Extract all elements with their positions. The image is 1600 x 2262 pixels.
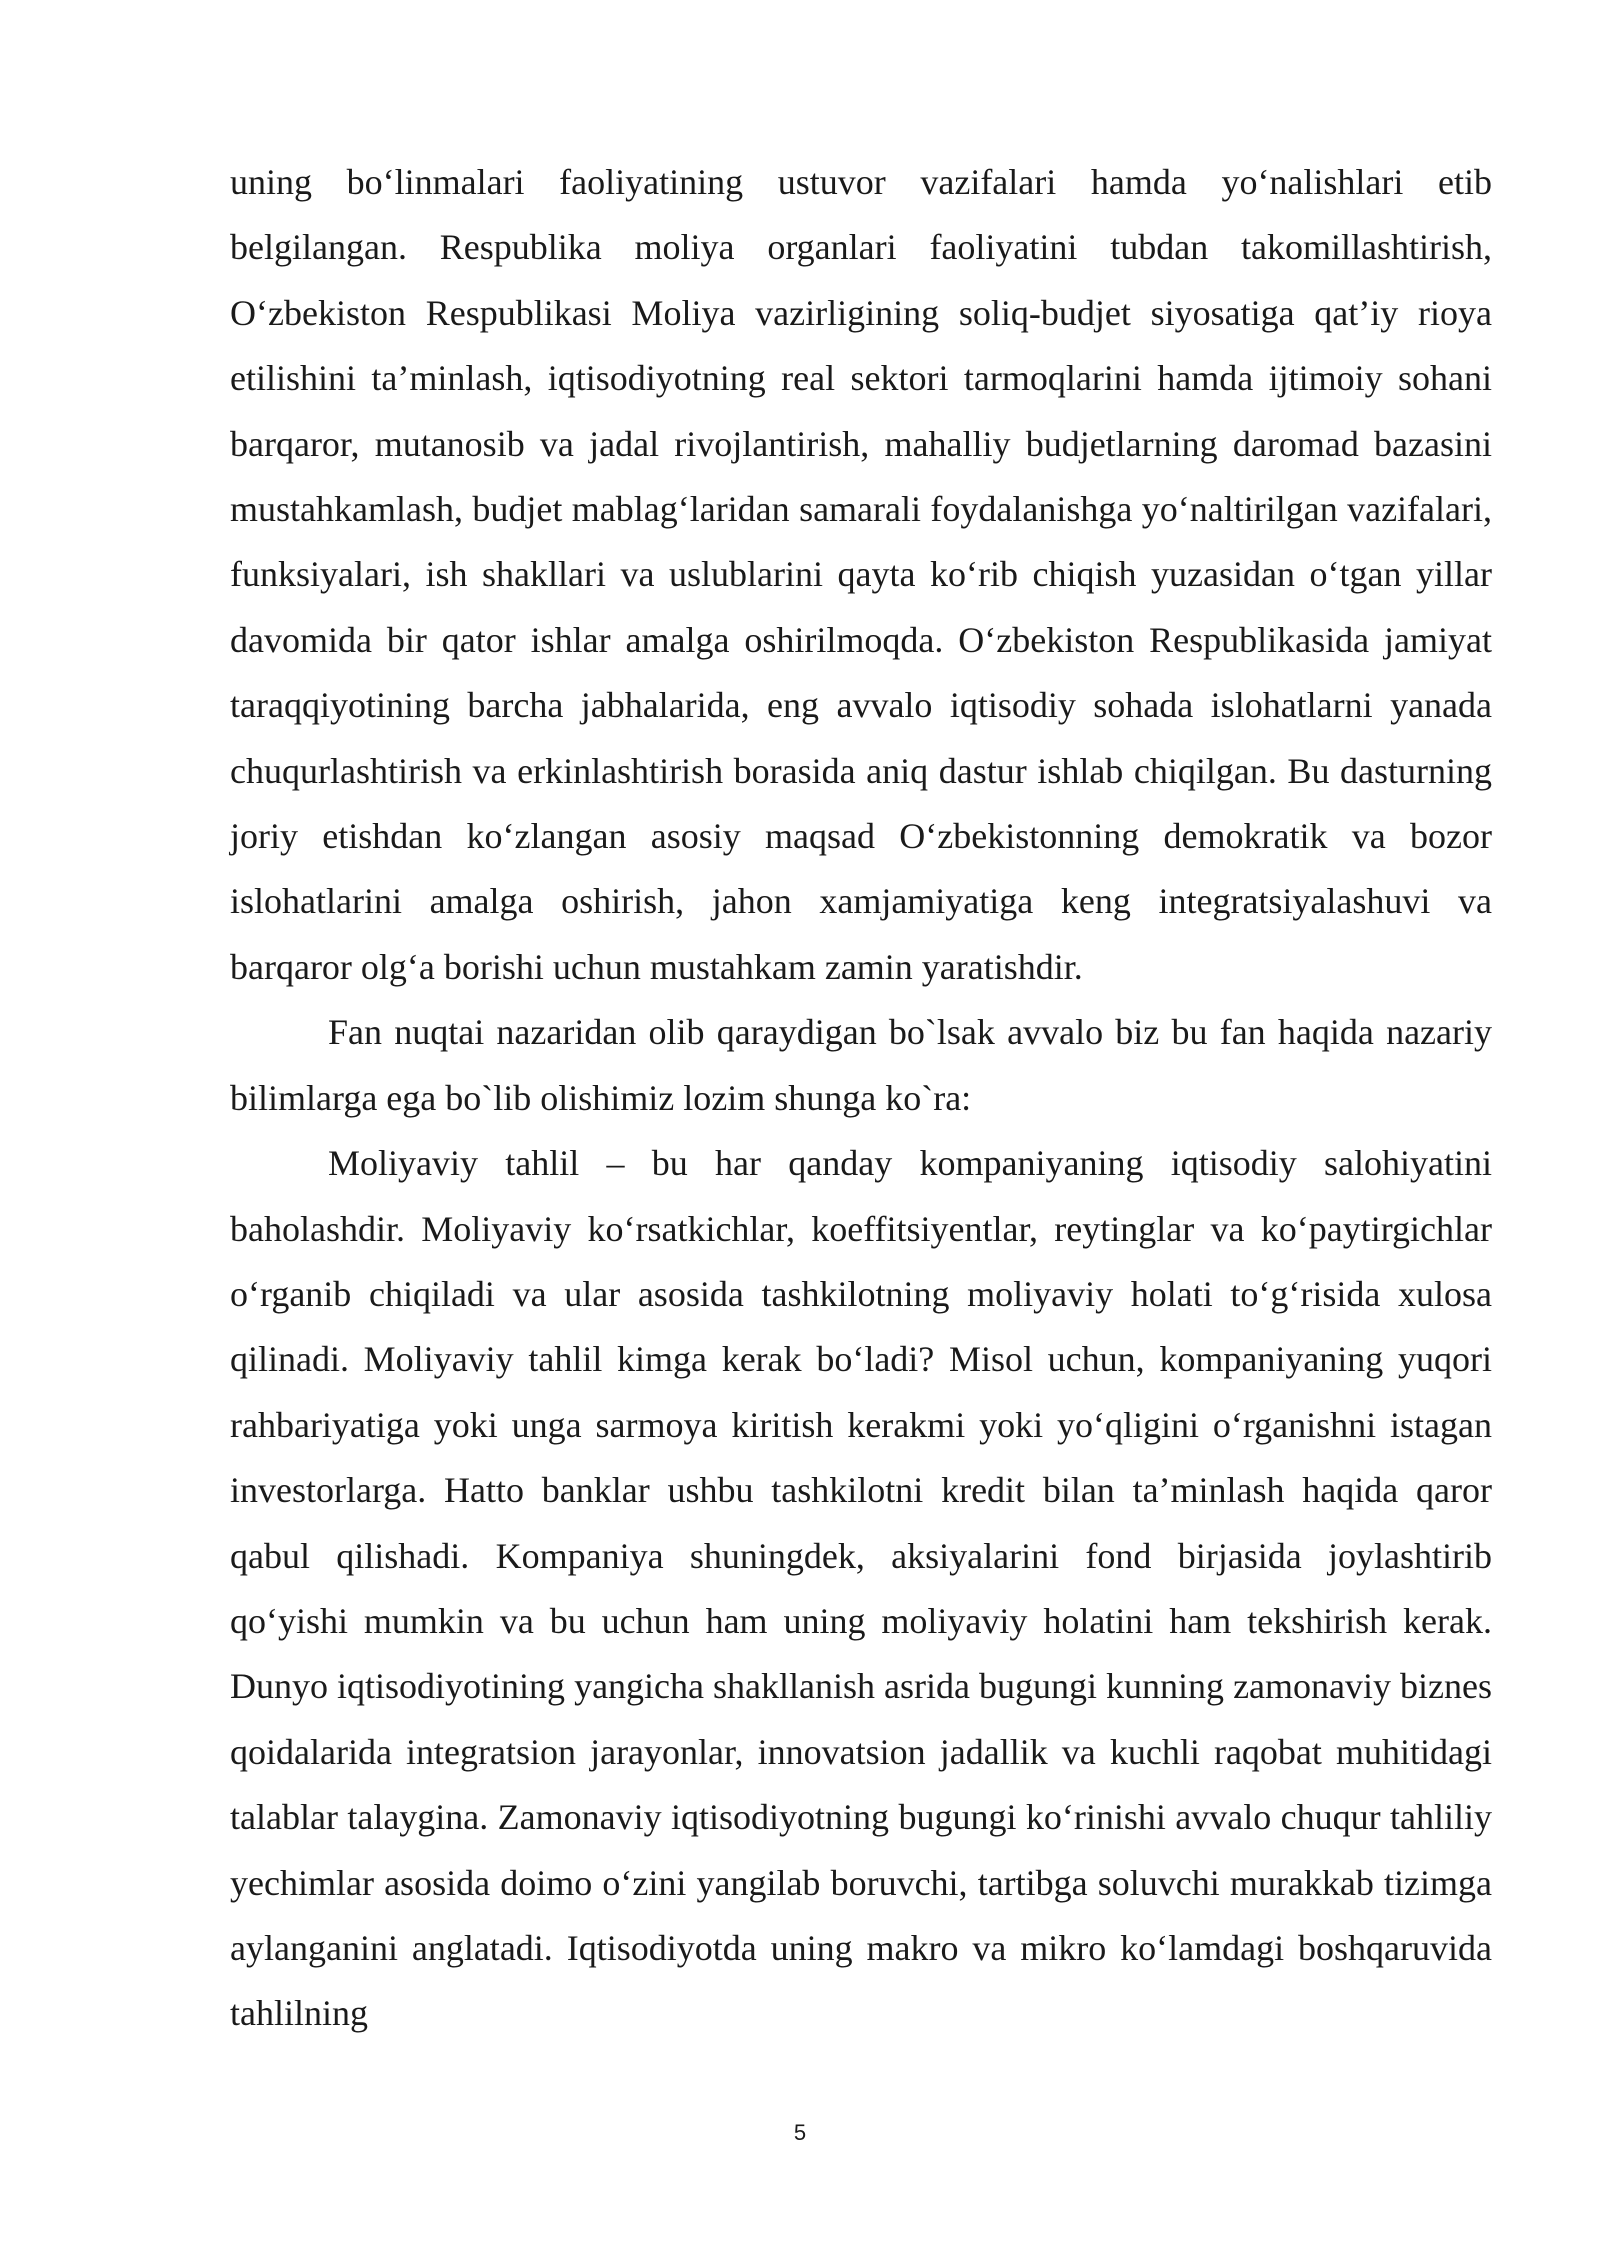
paragraph-3: Moliyaviy tahlil – bu har qanday kompaniyaning iqtisodiy salohiyatini baholashdir. Moliyaviy ko‘rsatkichlar, koeffitsiyentlar, reytinglar va ko‘paytirgichlar o‘rganib chiqiladi va ular asosida tashkilotning moliyaviy holati to‘g‘risida xulosa qilinadi. Moliyaviy tahlil kimga kerak bo‘ladi? Misol uchun, kompaniyaning yuqori rahbariyatiga yoki unga sarmoya kiritish kerakmi yoki yo‘qligini o‘rganishni istagan investorlarga. Hatto banklar ushbu tashkilotni kredit bilan ta’minlash haqida qaror qabul qilishadi. Kompaniya shuningdek, aksiyalarini fond birjasida joylashtirib qo‘yishi mumkin va bu uchun ham uning moliyaviy holatini ham tekshirish kerak. Dunyo iqtisodiyotining yangicha shakllanish asrida bugungi kunning zamonaviy biznes qoidalarida integratsion jarayonlar, innovatsion jadallik va kuchli raqobat muhitidagi talablar talaygina. Zamonaviy iqtisodiyotning bugungi ko‘rinishi avvalo chuqur tahliliy yechimlar asosida doimo o‘zini yangilab boruvchi, tartibga soluvchi murakkab tizimga aylanganini anglatadi. Iqtisodiyotda uning makro va mikro ko‘lamdagi boshqaruvida tahlilning <box>230 1143 1492 2034</box>
paragraph-2: Fan nuqtai nazaridan olib qaraydigan bo`lsak avvalo biz bu fan haqida nazariy bilimlarga ega bo`lib olishimiz lozim shunga ko`ra: <box>230 1012 1492 1118</box>
page-number: 5 <box>793 2120 807 2145</box>
paragraph-1: uning bo‘linmalari faoliyatining ustuvor vazifalari hamda yo‘nalishlari etib belgilangan. Respublika moliya organlari faoliyatini tubdan takomillashtirish, O‘zbekiston Respublikasi Moliya vazirligining soliq-budjet siyosatiga qat’iy rioya etilishini ta’minlash, iqtisodiyotning real sektori tarmoqlarini hamda ijtimoiy sohani barqaror, mutanosib va jadal rivojlantirish, mahalliy budjetlarning daromad bazasini mustahkamlash, budjet mablag‘laridan samarali foydalanishga yo‘naltirilgan vazifalari, funksiyalari, ish shakllari va uslublarini qayta ko‘rib chiqish yuzasidan o‘tgan yillar davomida bir qator ishlar amalga oshirilmoqda. O‘zbekiston Respublikasida jamiyat taraqqiyotining barcha jabhalarida, eng avvalo iqtisodiy sohada islohatlarni yanada chuqurlashtirish va erkinlashtirish borasida aniq dastur ishlab chiqilgan. Bu dasturning joriy etishdan ko‘zlangan asosiy maqsad O‘zbekistonning demokratik va bozor islohatlarini amalga oshirish, jahon xamjamiyatiga keng integratsiyalashuvi va barqaror olg‘a borishi uchun mustahkam zamin yaratishdir. <box>230 162 1492 987</box>
document-body <box>230 150 1492 2047</box>
